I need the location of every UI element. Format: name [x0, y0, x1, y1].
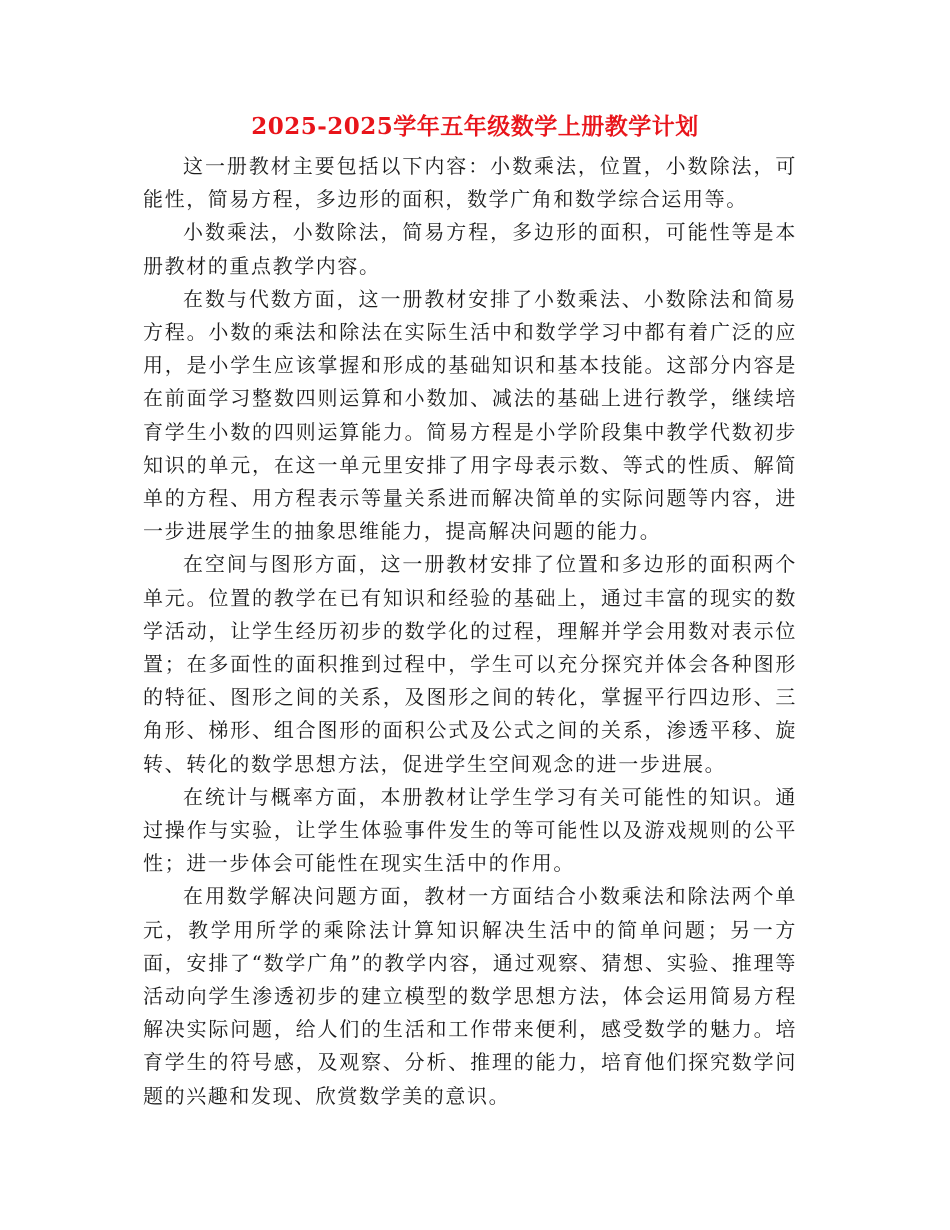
document-body	[143, 150, 797, 1113]
paragraph-contents-overview: 这一册教材主要包括以下内容：小数乘法，位置，小数除法，可能性，简易方程，多边形的面积，数学广角和数学综合运用等。	[143, 154, 797, 212]
paragraph-numbers-algebra: 在数与代数方面，这一册教材安排了小数乘法、小数除法和简易方程。小数的乘法和除法在实际生活中和数学学习中都有着广泛的应用，是小学生应该掌握和形成的基础知识和基本技能。这部分内容是在前面学习整数四则运算和小数加、减法的基础上进行教学，继续培育学生小数的四则运算能力。简易方程是小学阶段集中教学代数初步知识的单元，在这一单元里安排了用字母表示数、等式的性质、解简单的方程、用方程表示等量关系进而解决简单的实际问题等内容，进一步进展学生的抽象思维能力，提高解决问题的能力。	[143, 286, 797, 544]
page-title: 2025-2025学年五年级数学上册教学计划	[251, 113, 699, 140]
paragraph-statistics-probability: 在统计与概率方面，本册教材让学生学习有关可能性的知识。通过操作与实验，让学生体验事件发生的等可能性以及游戏规则的公平性；进一步体会可能性在现实生活中的作用。	[143, 784, 797, 876]
paragraph-space-geometry: 在空间与图形方面，这一册教材安排了位置和多边形的面积两个单元。位置的教学在已有知识和经验的基础上，通过丰富的现实的数学活动，让学生经历初步的数学化的过程，理解并学会用数对表示位置；在多面性的面积推到过程中，学生可以充分探究并体会各种图形的特征、图形之间的关系，及图形之间的转化，掌握平行四边形、三角形、梯形、组合图形的面积公式及公式之间的关系，渗透平移、旋转、转化的数学思想方法，促进学生空间观念的进一步进展。	[143, 552, 797, 776]
paragraph-key-content: 小数乘法，小数除法，简易方程，多边形的面积，可能性等是本册教材的重点教学内容。	[143, 220, 797, 278]
paragraph-problem-solving: 在用数学解决问题方面，教材一方面结合小数乘法和除法两个单元，教学用所学的乘除法计算知识解决生活中的简单问题；另一方面，安排了“数学广角”的教学内容，通过观察、猜想、实验、推理等活动向学生渗透初步的建立模型的数学思想方法，体会运用简易方程解决实际问题，给人们的生活和工作带来便利，感受数学的魅力。培育学生的符号感，及观察、分析、推理的能力，培育他们探究数学问题的兴趣和发现、欣赏数学美的意识。	[143, 884, 797, 1108]
